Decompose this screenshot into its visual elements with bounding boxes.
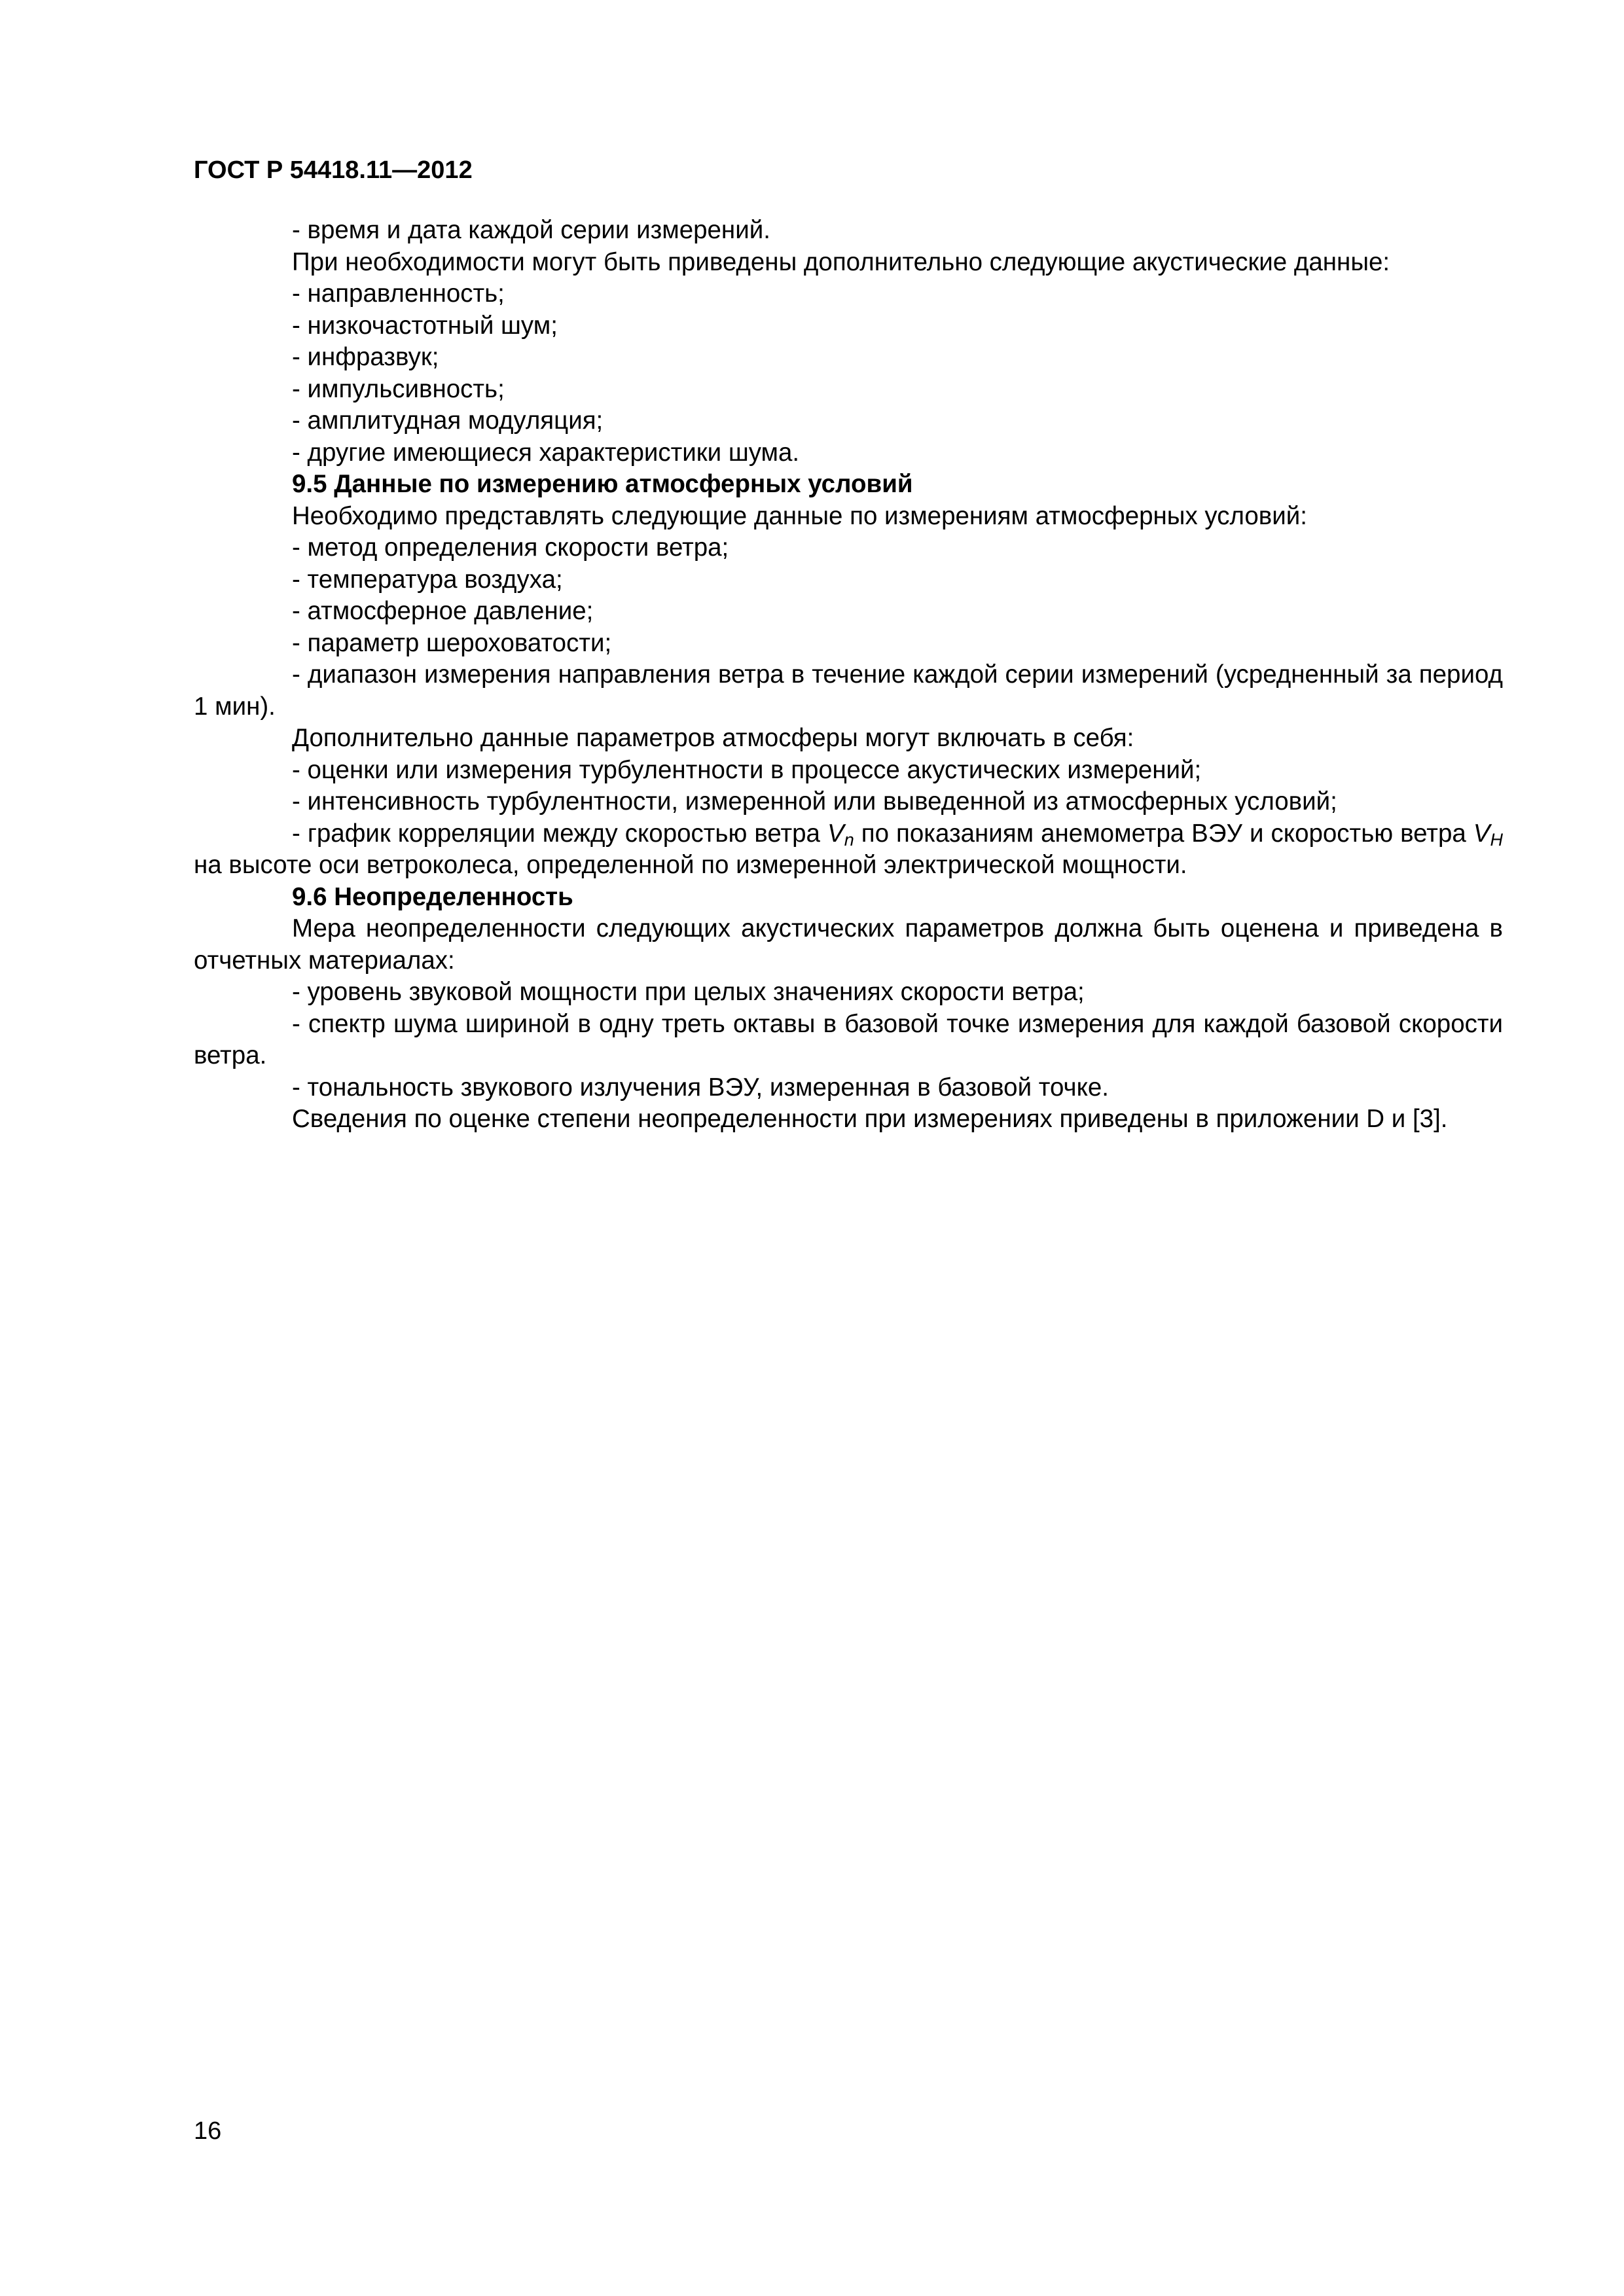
paragraph: Мера неопределенности следующих акустических параметров должна быть оценена и приведена в отчетных материалах: [194, 914, 1503, 975]
paragraph: При необходимости могут быть приведены дополнительно следующие акустические данные: [292, 247, 1390, 276]
paragraph: Сведения по оценке степени неопределенности при измерениях приведены в приложении D и [3]. [292, 1105, 1448, 1133]
subscript [1490, 830, 1503, 850]
paragraph: Дополнительно данные параметров атмосферы могут включать в себя: [292, 724, 1134, 752]
subscript-n: n [844, 829, 854, 850]
list-item: - импульсивность; [292, 374, 505, 403]
list-item: - низкочастотный шум; [292, 311, 558, 340]
list-item: - параметр шероховатости; [292, 628, 612, 657]
subscript-h: H [1490, 829, 1503, 850]
list-item: - спектр шума шириной в одну треть октавы в базовой точке измерения для каждой базовой скорости ветра. [194, 1009, 1503, 1069]
list-item: - амплитудная модуляция; [292, 406, 604, 435]
list-item: - интенсивность турбулентности, измеренной или выведенной из атмосферных условий; [292, 787, 1337, 816]
text-run: - график корреляции между скоростью ветра [292, 819, 827, 848]
list-item: - инфразвук; [292, 343, 439, 371]
list-item: - направленность; [292, 279, 505, 308]
list-item: - температура воздуха; [292, 565, 563, 594]
list-item: - другие имеющиеся характеристики шума. [292, 438, 800, 467]
list-item-correlation [194, 818, 1503, 882]
variable-v: V [827, 819, 844, 848]
section-heading-9-5: 9.5 Данные по измерению атмосферных условий [292, 470, 913, 498]
list-item: - метод определения скорости ветра; [292, 533, 729, 562]
section-heading-9-6: 9.6 Неопределенность [292, 882, 573, 911]
text-run: по показаниям анемометра ВЭУ и скоростью ветра [854, 819, 1473, 848]
document-header-id: ГОСТ Р 54418.11—2012 [194, 156, 473, 184]
list-item: - оценки или измерения турбулентности в процессе акустических измерений; [292, 755, 1202, 784]
list-item: - атмосферное давление; [292, 597, 594, 625]
list-item: - уровень звуковой мощности при целых значениях скорости ветра; [292, 978, 1085, 1006]
variable-v: V [1473, 819, 1490, 848]
paragraph: - время и дата каждой серии измерений. [292, 216, 770, 244]
document-body [194, 215, 1503, 1136]
subscript [844, 830, 854, 850]
text-run: на высоте оси ветроколеса, определенной по измеренной электрической мощности. [194, 851, 1187, 879]
list-item: - тональность звукового излучения ВЭУ, измеренная в базовой точке. [292, 1073, 1109, 1102]
page-number: 16 [194, 2117, 222, 2145]
list-item: - диапазон измерения направления ветра в течение каждой серии измерений (усредненный за период 1 мин). [194, 660, 1503, 721]
paragraph: Необходимо представлять следующие данные по измерениям атмосферных условий: [292, 501, 1307, 530]
